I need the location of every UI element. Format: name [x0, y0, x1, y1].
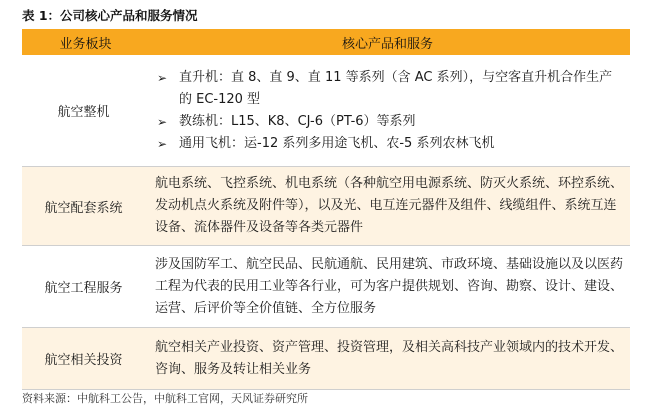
header-business-segment: 业务板块 [22, 29, 145, 55]
arrow-bullet-icon: ➢ [157, 114, 168, 129]
segment-cell: 航空配套系统 [22, 167, 145, 246]
table-row [22, 246, 630, 328]
products-cell: 航空相关产业投资、资产管理、投资管理，及相关高科技产业领域内的技术开发、咨询、服务及转让相关业务 [145, 328, 630, 390]
table-row [22, 167, 630, 246]
table-row [22, 328, 630, 390]
segment-cell: 航空整机 [22, 55, 145, 167]
bullet-text: 教练机：L15、K8、CJ-6（PT-6）等系列 [179, 113, 416, 129]
products-cell: 航电系统、飞控系统、机电系统（各种航空用电源系统、防灭火系统、环控系统、发动机点火系统及附件等），以及光、电互连元器件及组件、线缆组件、系统互连设备、流体器件及设备等各类元器件 [145, 167, 630, 246]
table-caption: 表 1：公司核心产品和服务情况 [22, 8, 198, 23]
bullet-item [155, 133, 624, 155]
table-header-row [22, 29, 630, 55]
core-products-table [22, 29, 630, 390]
bullet-item [155, 111, 624, 133]
bullet-text: 通用飞机：运-12 系列多用途飞机、农-5 系列农林飞机 [179, 135, 495, 151]
bullet-item [155, 67, 624, 111]
arrow-bullet-icon: ➢ [157, 136, 168, 151]
table-row [22, 55, 630, 167]
arrow-bullet-icon: ➢ [157, 70, 168, 85]
segment-cell: 航空工程服务 [22, 246, 145, 328]
products-cell [145, 55, 630, 167]
segment-cell: 航空相关投资 [22, 328, 145, 390]
header-core-products: 核心产品和服务 [145, 29, 630, 55]
products-cell: 涉及国防军工、航空民品、民航通航、民用建筑、市政环境、基础设施以及以医药工程为代表的民用工业等各行业，可为客户提供规划、咨询、勘察、设计、建设、运营、后评价等全价值链、全方位服务 [145, 246, 630, 328]
bullet-text: 直升机：直 8、直 9、直 11 等系列（含 AC 系列），与空客直升机合作生产的 EC-120 型 [179, 69, 613, 107]
source-note: 资料来源：中航科工公告，中航科工官网，天风证券研究所 [22, 392, 308, 405]
